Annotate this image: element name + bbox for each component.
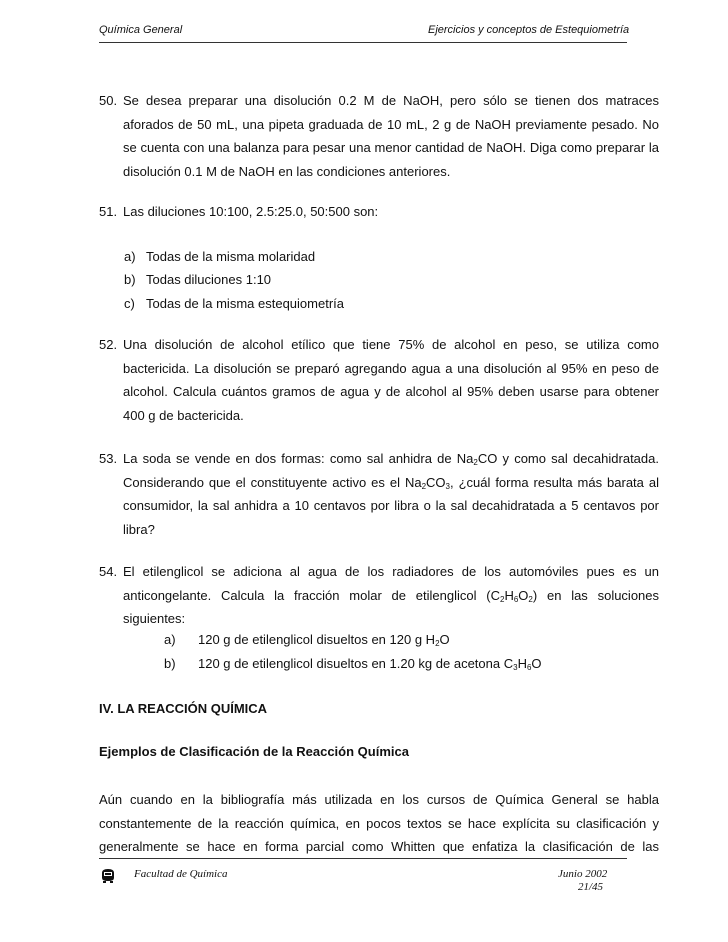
question-text: El etilenglicol se adiciona al agua de los radiadores de los automóviles pues es un anticongelante. Calcula la fracción molar de etilenglicol $(C_2H_6O_2)$ en las soluciones siguientes: [123, 564, 660, 627]
footer-faculty: Facultad de Química [134, 868, 228, 880]
option-text: 120 g de etilenglicol disueltos en 120 g $H_2O$ [198, 632, 450, 648]
question-52 [99, 333, 659, 427]
question-51 [99, 200, 659, 224]
sub-heading: Ejemplos de Clasificación de la Reacción Química [99, 744, 409, 759]
question-53 [99, 447, 659, 541]
header-chapter-title: Ejercicios y conceptos de Estequiometría [428, 24, 630, 36]
option-a [164, 632, 450, 647]
footer-page-number: 21/45 [578, 881, 604, 893]
question-54 [99, 560, 659, 631]
option-b [164, 656, 542, 671]
faculty-logo-icon [100, 867, 116, 883]
option-text: 120 g de etilenglicol disueltos en 1.20 kg de acetona $C_3H_6O$ [198, 656, 542, 672]
body-paragraph: Aún cuando en la bibliografía más utilizada en los cursos de Química General se habla constantemente de la reacción química, en pocos textos se hace explícita su clasificación y generalmente se hace en forma parcial como Whitten que enfatiza la clasificación de las [99, 792, 659, 855]
question-text: La soda se vende en dos formas: como sal anhidra de $Na_2CO$ y como sal decahidratada. Considerando que el constituyente activo es el $Na_2CO_3$, ¿cuál forma resulta más barata al consumidor, la sal anhidra a 10 centavos por libra o la sal decahidratada a 5 centavos por libra? [123, 451, 659, 537]
option-label: b) [124, 272, 136, 287]
option-b [124, 272, 271, 287]
question-50 [99, 89, 659, 183]
question-text: Una disolución de alcohol etílico que tiene 75% de alcohol en peso, se utiliza como bactericida. La disolución se preparó agregando agua a una disolución al 95% en peso de alcohol. Calcula cuántos gramos de agua y de alcohol al 95% deben usarse para obtener 400 g de bactericida. [123, 337, 659, 423]
option-label: a) [164, 632, 176, 647]
question-number: 51. [99, 204, 118, 219]
header-rule [99, 42, 627, 43]
option-text: Todas de la misma estequiometría [146, 296, 344, 311]
option-text: Todas de la misma molaridad [146, 249, 316, 264]
question-text: Se desea preparar una disolución 0.2 M de NaOH, pero sólo se tienen dos matraces aforados de 50 mL, una pipeta graduada de 10 mL, 2 g de NaOH previamente pesado. No se cuenta con una balanza para pesar una menor cantidad de NaOH. Diga como preparar la disolución 0.1 M de NaOH en las condiciones anteriores. [123, 93, 659, 179]
section-heading: IV. LA REACCIÓN QUÍMICA [99, 701, 268, 716]
question-number: 50. [99, 93, 118, 108]
question-number: 54. [99, 564, 118, 579]
option-label: a) [124, 249, 136, 264]
option-a [124, 249, 315, 264]
footer-date: Junio 2002 [558, 868, 608, 880]
option-text: Todas diluciones 1:10 [146, 272, 272, 287]
option-c [124, 296, 344, 311]
header-course-title: Química General [99, 24, 183, 36]
footer-rule [99, 858, 627, 859]
option-label: b) [164, 656, 176, 671]
question-number: 53. [99, 451, 118, 466]
question-text: Las diluciones 10:100, 2.5:25.0, 50:500 son: [123, 204, 379, 219]
question-number: 52. [99, 337, 118, 352]
option-label: c) [124, 296, 135, 311]
